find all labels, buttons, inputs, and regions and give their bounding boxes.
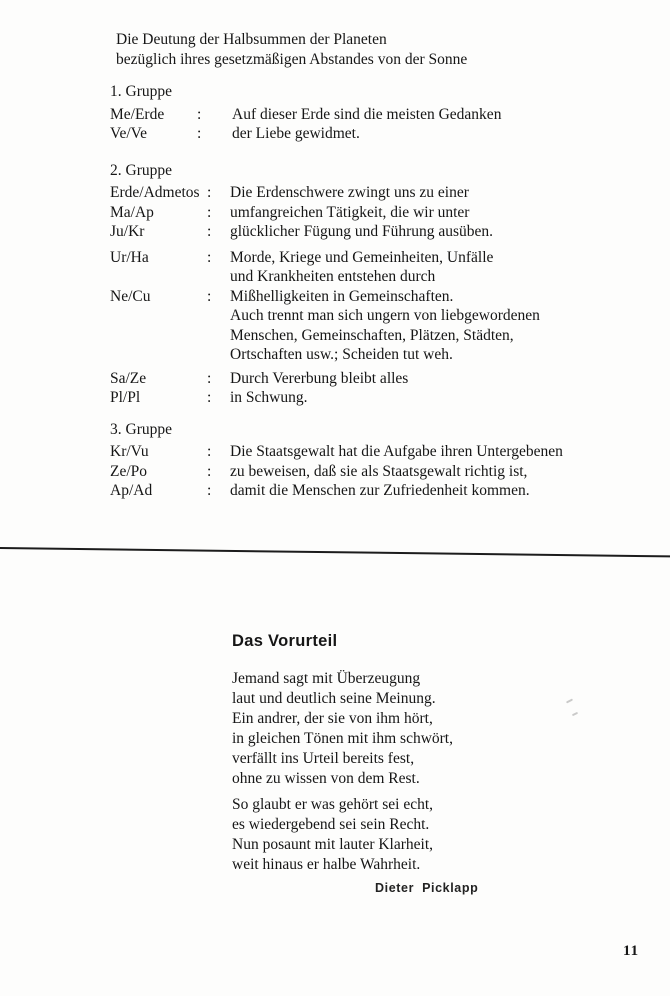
poem-stanza-1 [232,669,630,788]
entry-colon: : [207,203,212,221]
entry-label: Ve/Ve [110,125,148,142]
entry-text: der Liebe gewidmet. [232,125,360,142]
entry-label: Pl/Pl [110,389,141,406]
entry-colon: : [207,223,212,240]
entry-ma-ap [110,203,630,223]
entry-text: Die Staatsgewalt hat die Aufgabe ihren Untergebenen [230,443,563,460]
entry-text-line: Auch trennt man sich ungern von liebgewordenen [230,307,540,324]
entry-text: Die Erdenschwere zwingt uns zu einer [230,184,469,201]
entry-text-line: Mißhelligkeiten in Gemeinschaften. [230,287,454,305]
entry-colon: : [207,482,212,499]
entry-me-erde [110,105,630,125]
group-2 [110,161,630,408]
group-3-heading: 3. Gruppe [110,420,172,438]
entry-pl-pl [110,388,630,408]
poem-line: Nun posaunt mit lauter Klarheit, [232,836,434,854]
entry-text: in Schwung. [230,389,308,406]
poem-title: Das Vorurteil [232,631,338,650]
entry-text-line: und Krankheiten entstehen durch [230,268,436,285]
entry-label: Sa/Ze [110,369,147,387]
poem-line: Jemand sagt mit Überzeugung [232,670,421,687]
entry-colon: : [197,105,202,123]
entry-label: Ju/Kr [110,223,145,240]
entry-text [230,287,630,365]
poem-author: Dieter Picklapp [375,881,479,896]
entry-text-line: Ortschaften usw.; Scheiden tut weh. [230,346,453,363]
entry-label: Ma/Ap [110,203,154,221]
entry-label: Me/Erde [110,105,165,123]
entry-text-line: Morde, Kriege und Gemeinheiten, Unfälle [230,248,494,266]
entry-text-line: Menschen, Gemeinschaften, Plätzen, Städten, [230,326,514,344]
entry-label: Ne/Cu [110,287,151,305]
entry-label: Ur/Ha [110,248,149,266]
entry-text [230,248,630,287]
entry-colon: : [207,462,212,480]
document-title [116,30,630,69]
page-content [110,0,630,899]
entry-text: glücklicher Fügung und Führung ausüben. [230,223,494,240]
poem-line: es wiedergebend sei sein Recht. [232,816,430,834]
entry-label: Kr/Vu [110,443,149,460]
entry-text: damit die Menschen zur Zufriedenheit kommen. [230,482,530,499]
entry-colon: : [207,369,212,387]
entry-text: zu beweisen, daß sie als Staatsgewalt richtig ist, [230,462,528,480]
entry-ju-kr [110,222,630,242]
entry-sa-ze [110,369,630,389]
entry-ap-ad [110,481,630,501]
entry-colon: : [207,389,212,406]
entry-text: Durch Vererbung bleibt alles [230,369,409,387]
group-3 [110,420,630,501]
entry-label: Ze/Po [110,462,148,480]
entry-label: Erde/Admetos [110,184,200,201]
entry-ze-po [110,462,630,482]
poem-line: Ein andrer, der sie von ihm hört, [232,709,433,727]
entry-ur-ha [110,248,630,287]
title-line-1: Die Deutung der Halbsummen der Planeten [116,31,387,48]
entry-label: Ap/Ad [110,482,153,499]
entry-colon: : [207,184,212,201]
page-number: 11 [623,943,640,959]
poem-line: So glaubt er was gehört sei echt, [232,796,434,814]
entry-colon: : [207,287,212,305]
poem-stanza-2 [232,795,630,875]
poem-line: verfällt ins Urteil bereits fest, [232,749,415,767]
group-1 [110,82,630,144]
title-line-2: bezüglich ihres gesetzmäßigen Abstandes von der Sonne [116,50,468,68]
group-2-heading: 2. Gruppe [110,161,172,179]
entry-erde-admetos [110,183,630,203]
poem-line: weit hinaus er halbe Wahrheit. [232,856,421,874]
entry-kr-vu [110,442,630,462]
entry-colon: : [197,125,202,142]
entry-ve-ve [110,124,630,144]
entry-colon: : [207,443,212,460]
poem-line: laut und deutlich seine Meinung. [232,689,436,707]
poem-line: in gleichen Tönen mit ihm schwört, [232,729,453,747]
entry-text: umfangreichen Tätigkeit, die wir unter [230,203,470,221]
entry-ne-cu [110,287,630,365]
group-1-heading: 1. Gruppe [110,83,172,100]
entry-text: Auf dieser Erde sind die meisten Gedanken [232,105,502,123]
entry-colon: : [207,248,212,266]
poem-line: ohne zu wissen von dem Rest. [232,769,420,787]
